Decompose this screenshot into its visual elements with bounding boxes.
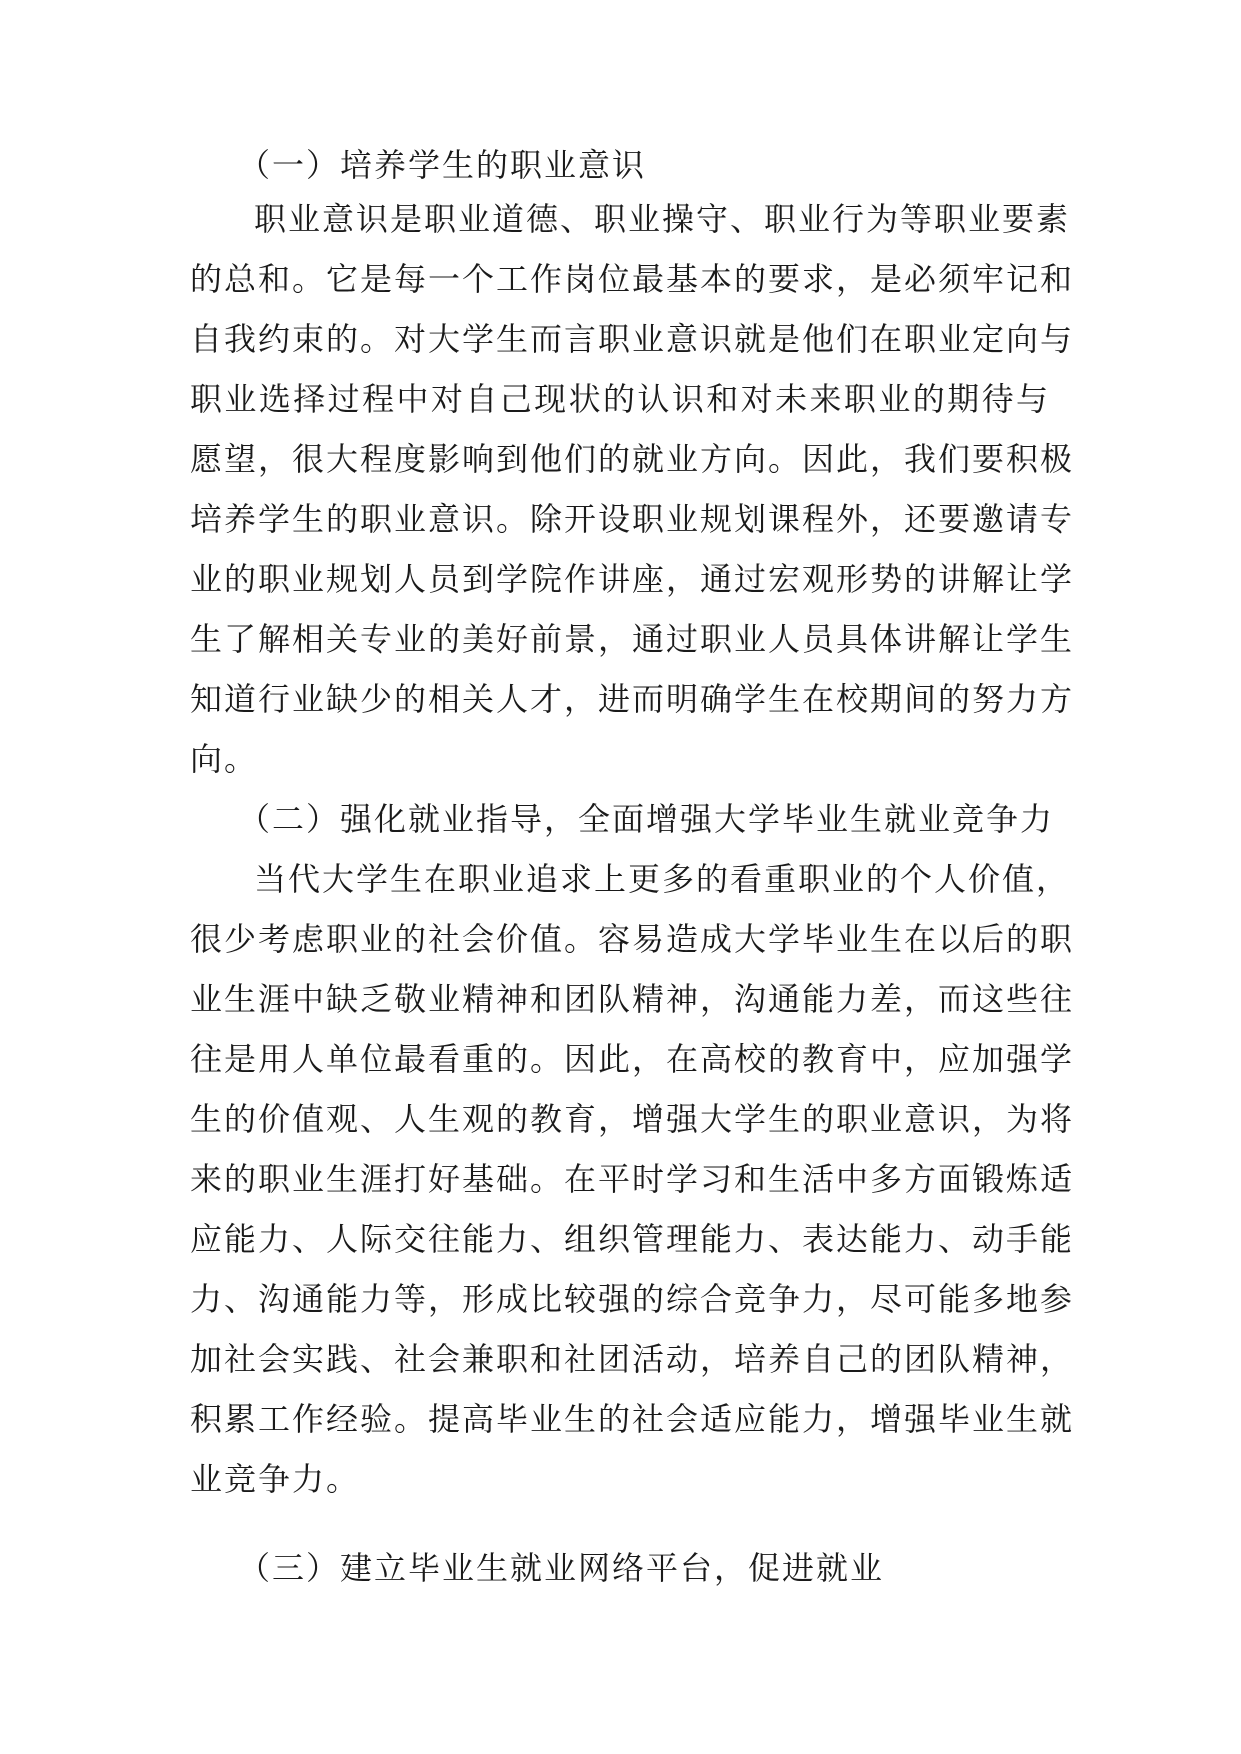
paragraph-line: 自我约束的。对大学生而言职业意识就是他们在职业定向与 [190, 320, 1075, 358]
paragraph-line: 知道行业缺少的相关人才，进而明确学生在校期间的努力方 [190, 680, 1075, 718]
section-heading-2 [190, 789, 1055, 849]
paragraph-line: 应能力、人际交往能力、组织管理能力、表达能力、动手能 [190, 1220, 1075, 1258]
paragraph-line: 很少考虑职业的社会价值。容易造成大学毕业生在以后的职 [190, 920, 1075, 958]
paragraph-line: 职业选择过程中对自己现状的认识和对未来职业的期待与 [190, 380, 1050, 418]
section-heading-3 [190, 1538, 1050, 1598]
paragraph-line: 业生涯中缺乏敬业精神和团队精神，沟通能力差，而这些往 [190, 980, 1075, 1018]
paragraph-line: 来的职业生涯打好基础。在平时学习和生活中多方面锻炼适 [190, 1160, 1075, 1198]
paragraph-line: 当代大学生在职业追求上更多的看重职业的个人价值， [254, 860, 1071, 898]
paragraph-line: 向。 [190, 740, 259, 778]
heading-text: （一）培养学生的职业意识 [238, 146, 647, 184]
paragraph-line: 的总和。它是每一个工作岗位最基本的要求，是必须牢记和 [190, 260, 1075, 298]
paragraph-2 [190, 849, 1075, 1509]
paragraph-line: 积累工作经验。提高毕业生的社会适应能力，增强毕业生就 [190, 1400, 1075, 1438]
paragraph-line: 愿望，很大程度影响到他们的就业方向。因此，我们要积极 [190, 440, 1075, 478]
paragraph-line: 职业意识是职业道德、职业操守、职业行为等职业要素 [254, 200, 1071, 238]
paragraph-line: 业的职业规划人员到学院作讲座，通过宏观形势的讲解让学 [190, 560, 1075, 598]
heading-text: （二）强化就业指导，全面增强大学毕业生就业竞争力 [238, 800, 1055, 838]
paragraph-1 [190, 189, 1075, 789]
paragraph-line: 生的价值观、人生观的教育，增强大学生的职业意识，为将 [190, 1100, 1075, 1138]
heading-text: （三）建立毕业生就业网络平台，促进就业 [238, 1549, 885, 1587]
paragraph-line: 生了解相关专业的美好前景，通过职业人员具体讲解让学生 [190, 620, 1075, 658]
paragraph-line: 业竞争力。 [190, 1460, 361, 1498]
paragraph-line: 往是用人单位最看重的。因此，在高校的教育中，应加强学 [190, 1040, 1075, 1078]
paragraph-line: 力、沟通能力等，形成比较强的综合竞争力，尽可能多地参 [190, 1280, 1075, 1318]
section-heading-1 [190, 135, 1050, 195]
paragraph-line: 加社会实践、社会兼职和社团活动，培养自己的团队精神， [190, 1340, 1075, 1378]
paragraph-line: 培养学生的职业意识。除开设职业规划课程外，还要邀请专 [190, 500, 1075, 538]
